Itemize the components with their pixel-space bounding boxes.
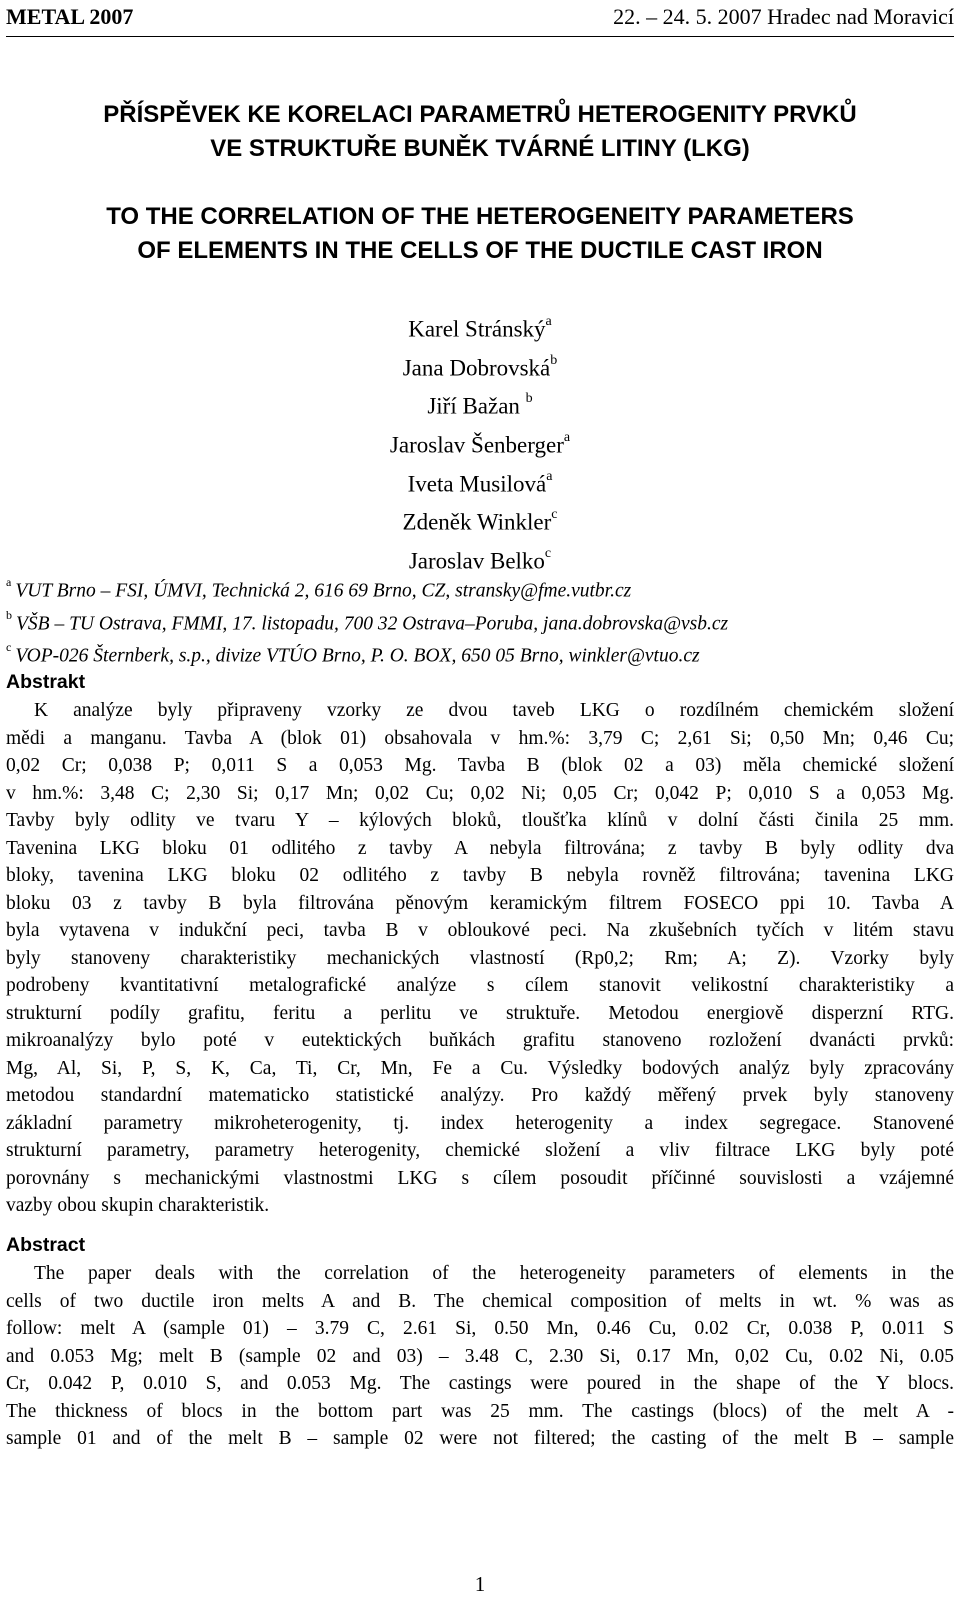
text-line: cells of two ductile iron melts A and B. The chemical composition of melts in wt. % was as (6, 1290, 954, 1312)
text-line: K analýze byly připraveny vzorky ze dvou taveb LKG o rozdílném chemickém složení (34, 700, 954, 721)
text-line: v hm.%: 3,48 C; 2,30 Si; 0,17 Mn; 0,02 Cu; 0,02 Ni; 0,05 Cr; 0,042 P; 0,010 S a 0,053 Mg. (6, 782, 954, 804)
author: Iveta Musilová$^a$ (407, 468, 553, 497)
affiliation: $^a$ VUT Brno – FSI, ÚMVI, Technická 2, 616 69 Brno, CZ, stransky@fme.vutbr.cz (6, 575, 632, 602)
author: Jaroslav Šenberger$^a$ (389, 429, 571, 458)
author-list (0, 308, 960, 579)
text-line: byly stanoveny charakteristiky mechanických vlastností (Rp0,2; Rm; A; Z). Vzorky byly (6, 947, 954, 969)
abstract-czech-heading: Abstrakt (6, 671, 86, 693)
author: Zdeněk Winkler$^c$ (402, 507, 558, 535)
title-english (0, 200, 960, 268)
text-line: Tavenina LKG bloku 01 odlitého z tavby A nebyla filtrována; z tavby B byly odlity dva (6, 837, 954, 859)
page-number: 1 (474, 1572, 486, 1596)
affiliation: $^c$ VOP-026 Šternberk, s.p., divize VTÚO Brno, P. O. BOX, 650 05 Brno, winkler@vtuo.cz (6, 640, 700, 667)
author: Jiří Bažan $^b$ (427, 391, 533, 419)
text-line: bloku 03 z tavby B byla filtrována pěnovým keramickým filtrem FOSECO ppi 10. Tavba A (6, 892, 954, 914)
text-line: Mg, Al, Si, P, S, K, Ca, Ti, Cr, Mn, Fe a Cu. Výsledky bodových analýz byly zpracovány (6, 1057, 954, 1079)
author: Jaroslav Belko$^c$ (408, 545, 552, 574)
conference-date-place: 22. – 24. 5. 2007 Hradec nad Moravicí (613, 4, 954, 29)
text-line: bloky, tavenina LKG bloku 02 odlitého z tavby B nebyla rovněž filtrována; tavenina LKG (6, 865, 954, 886)
text-line: strukturní parametry, parametry heterogenity, chemické složení a vliv filtrace LKG byly poté (6, 1140, 954, 1161)
title-english-line: TO THE CORRELATION OF THE HETEROGENEITY PARAMETERS (106, 203, 854, 230)
title-czech-line: PŘÍSPĚVEK KE KORELACI PARAMETRŮ HETEROGENITY PRVKŮ (103, 101, 857, 128)
title-czech (0, 98, 960, 166)
affiliation-list (6, 572, 954, 670)
text-line: strukturní podíly grafitu, feritu a perlitu ve struktuře. Metodou energiově disperzní RTG. (6, 1002, 954, 1024)
text-line: metodou standardní matematicko statistické analýzy. Pro každý měřený prvek byly stanoveny (6, 1085, 954, 1106)
text-line: The paper deals with the correlation of the heterogeneity parameters of elements in the (34, 1263, 954, 1284)
text-line: mědi a manganu. Tavba A (blok 01) obsahovala v hm.%: 3,79 C; 2,61 Si; 0,50 Mn; 0,46 Cu; (6, 727, 954, 749)
header-rule (6, 36, 954, 37)
author: Jana Dobrovská$^b$ (402, 352, 558, 381)
text-line: vazby obou skupin charakteristik. (6, 1195, 270, 1216)
text-line: byla vytavena v indukční peci, tavba B v obloukové peci. Na zkušebních tyčích v litém stavu (6, 920, 954, 941)
abstract-czech-body (6, 697, 954, 1220)
text-line: základní parametry mikroheterogenity, tj. index heterogenity a index segregace. Stanovené (6, 1112, 954, 1134)
text-line: 0,02 Cr; 0,038 P; 0,011 S a 0,053 Mg. Tavba B (blok 02 a 03) měla chemické složení (6, 755, 954, 776)
text-line: podrobeny kvantitativní metalografické analýze s cílem stanovit velikostní charakteristiky a (6, 975, 954, 996)
running-header (6, 2, 954, 32)
abstract-english-heading: Abstract (6, 1234, 86, 1256)
text-line: The thickness of blocs in the bottom part was 25 mm. The castings (blocs) of the melt A - (6, 1400, 954, 1422)
text-line: Tavby byly odlity ve tvaru Y – kýlových bloků, tloušťka klínů v dolní části činila 25 mm. (6, 810, 954, 831)
text-line: sample 01 and of the melt B – sample 02 were not filtered; the casting of the melt B – sample (6, 1428, 954, 1449)
title-english-line: OF ELEMENTS IN THE CELLS OF THE DUCTILE CAST IRON (137, 237, 823, 264)
text-line: mikroanalýzy bylo poté v eutektických buňkách grafitu stanoveno rozložení dvanácti prvků: (6, 1030, 954, 1051)
author: Karel Stránský$^a$ (408, 314, 552, 342)
conference-name: METAL 2007 (6, 4, 134, 29)
title-czech-line: VE STRUKTUŘE BUNĚK TVÁRNÉ LITINY (LKG) (210, 135, 750, 162)
text-line: porovnány s mechanickými vlastnostmi LKG s cílem posoudit příčinné souvislosti a vzájemné (6, 1167, 954, 1189)
text-line: Cr, 0.042 P, 0.010 S, and 0.053 Mg. The castings were poured in the shape of the Y blocs. (6, 1373, 954, 1394)
text-line: and 0.053 Mg; melt B (sample 02 and 03) – 3.48 C, 2.30 Si, 0.17 Mn, 0,02 Cu, 0.02 Ni, 0.05 (6, 1345, 954, 1367)
text-line: follow: melt A (sample 01) – 3.79 C, 2.61 Si, 0.50 Mn, 0.46 Cu, 0.02 Cr, 0.038 P, 0.011 S (6, 1318, 954, 1339)
abstract-english-body (6, 1260, 954, 1453)
affiliation: $^b$ VŠB – TU Ostrava, FMMI, 17. listopadu, 700 32 Ostrava–Poruba, jana.dobrovska@vsb.cz (6, 607, 729, 634)
